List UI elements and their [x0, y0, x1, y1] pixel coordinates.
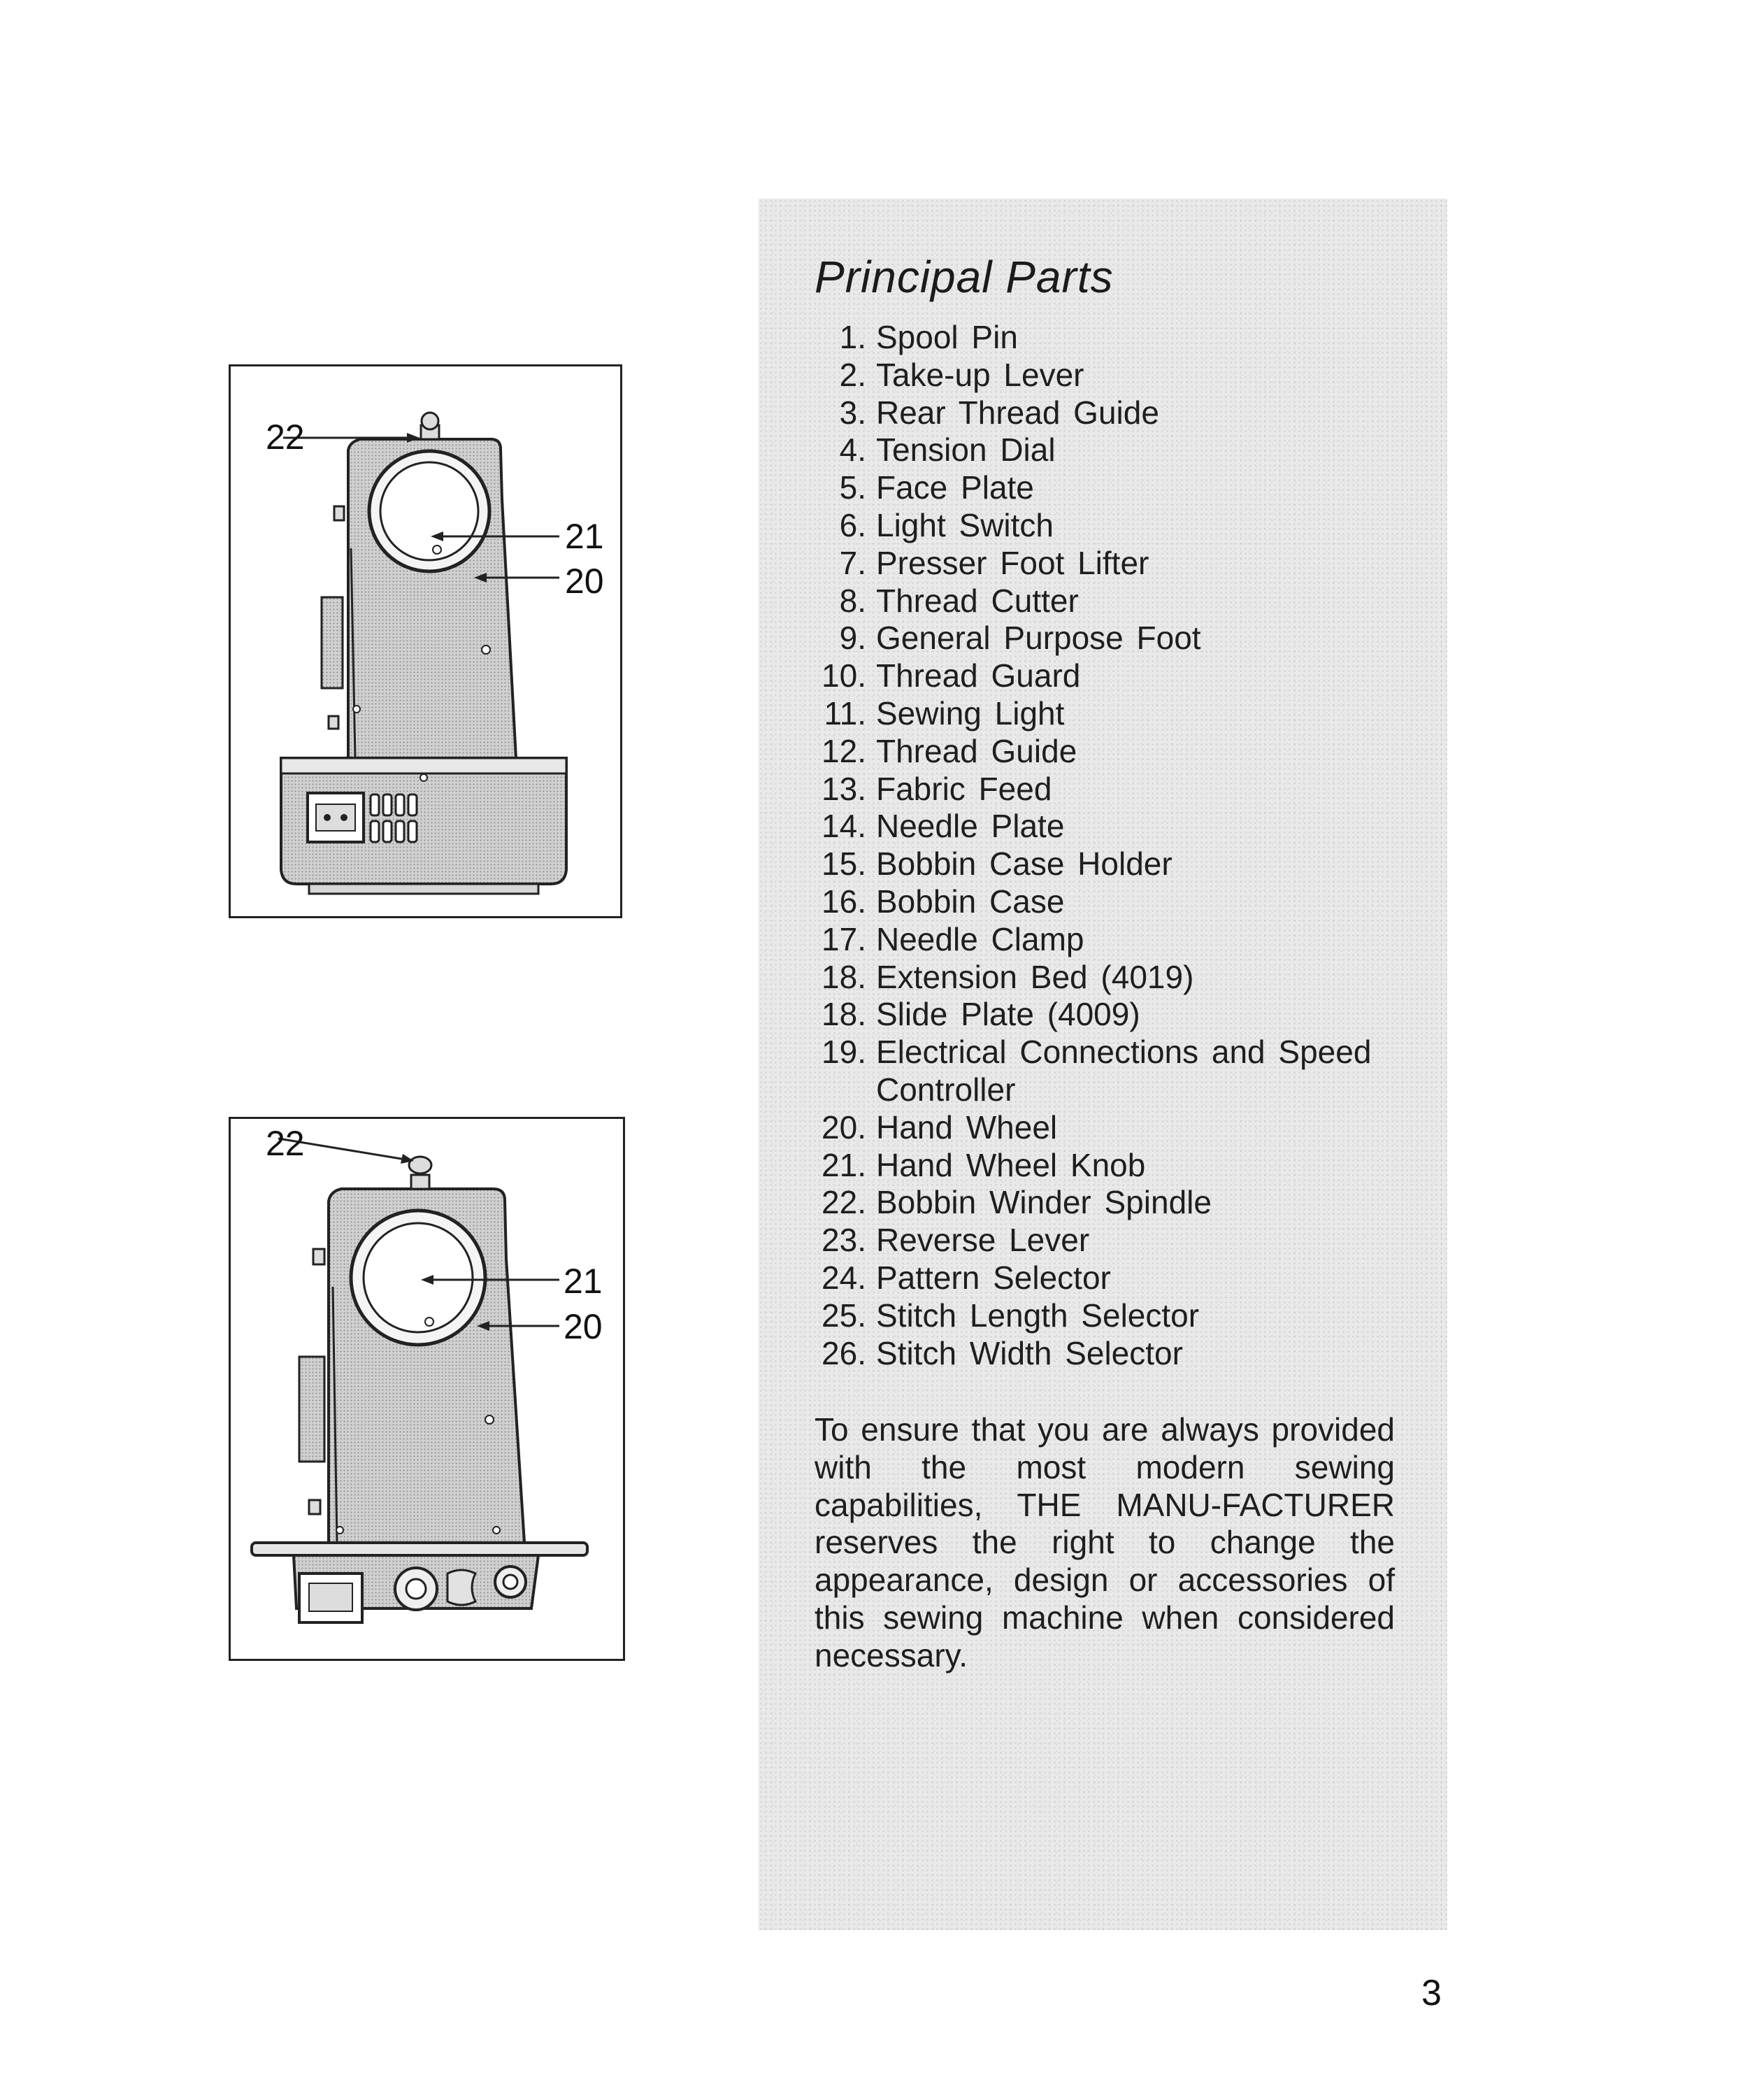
part-label: Stitch Length Selector — [876, 1297, 1200, 1334]
part-label: Thread Guard — [876, 657, 1081, 694]
part-label: Bobbin Winder Spindle — [876, 1184, 1212, 1221]
part-item — [815, 808, 1379, 845]
part-number: 24. — [822, 1259, 866, 1296]
part-label: Bobbin Case — [876, 883, 1065, 920]
part-label: Needle Plate — [876, 808, 1065, 845]
part-item — [815, 1184, 1379, 1222]
callout-21: 21 — [564, 1262, 603, 1301]
part-number: 20. — [822, 1108, 866, 1146]
part-item — [815, 657, 1379, 695]
part-number: 12. — [822, 732, 866, 769]
part-number: 25. — [822, 1297, 866, 1334]
part-label: Fabric Feed — [876, 770, 1052, 807]
parts-list — [815, 319, 1379, 1372]
part-item — [815, 1335, 1379, 1373]
callout-21: 21 — [565, 517, 604, 556]
part-label: Reverse Lever — [876, 1222, 1090, 1259]
callout-22: 22 — [266, 418, 305, 457]
part-item — [815, 996, 1379, 1034]
part-item — [815, 1109, 1379, 1147]
part-number: 22. — [822, 1184, 866, 1221]
part-label: Take-up Lever — [876, 356, 1084, 393]
part-item — [815, 469, 1379, 507]
part-label: Pattern Selector — [876, 1259, 1111, 1296]
part-label: Face Plate — [876, 469, 1034, 506]
figure-machine-side-view-1 — [229, 364, 622, 918]
part-label: Needle Clamp — [876, 920, 1084, 957]
part-item — [815, 959, 1379, 997]
part-number: 23. — [822, 1222, 866, 1259]
part-item — [815, 431, 1379, 469]
part-item — [815, 319, 1379, 357]
machine-drawing — [231, 1119, 623, 1659]
part-label: Thread Guide — [876, 732, 1077, 769]
part-number: 18. — [822, 996, 866, 1033]
part-item — [815, 1259, 1379, 1297]
part-label: Thread Cutter — [876, 582, 1079, 619]
part-number: 13. — [822, 770, 866, 807]
part-item — [815, 883, 1379, 921]
part-number: 11. — [824, 694, 866, 732]
part-item — [815, 357, 1379, 394]
part-label: Rear Thread Guide — [876, 394, 1159, 431]
part-label: Hand Wheel — [876, 1108, 1058, 1146]
part-item — [815, 771, 1379, 808]
callout-20: 20 — [565, 562, 604, 601]
part-label: Spool Pin — [876, 319, 1018, 355]
part-number: 18. — [822, 958, 866, 995]
part-label: Presser Foot Lifter — [876, 544, 1149, 581]
part-item — [815, 620, 1379, 657]
part-number: 17. — [822, 920, 866, 957]
part-item — [815, 695, 1379, 733]
part-item — [815, 394, 1379, 432]
part-label: Extension Bed (4019) — [876, 958, 1194, 995]
principal-parts-panel — [759, 199, 1447, 1930]
manufacturer-note: To ensure that you are always provided with the most modern sewing capabilities, THE MANU-FACTURER reserves the right to change the appearance, design or accessories of this sewing machine when considered necessary. — [815, 1411, 1395, 1674]
page-number: 3 — [1421, 1973, 1442, 2013]
part-number: 26. — [822, 1334, 866, 1371]
part-label: Hand Wheel Knob — [876, 1146, 1146, 1183]
part-item — [815, 845, 1379, 883]
part-label: Sewing Light — [876, 694, 1065, 732]
part-label: Electrical Connections and Speed Controller — [876, 1034, 1372, 1108]
part-label: Tension Dial — [876, 431, 1056, 469]
part-number: 5. — [839, 469, 866, 506]
part-label: Stitch Width Selector — [876, 1334, 1183, 1371]
part-item — [815, 1147, 1379, 1185]
part-item — [815, 921, 1379, 959]
part-number: 14. — [822, 808, 866, 845]
part-number: 6. — [839, 506, 866, 543]
part-number: 3. — [839, 394, 866, 431]
part-number: 10. — [822, 657, 866, 694]
part-number: 16. — [822, 883, 866, 920]
part-label: Slide Plate (4009) — [876, 996, 1140, 1033]
callout-22: 22 — [266, 1124, 305, 1163]
part-item — [815, 1222, 1379, 1259]
panel-title: Principal Parts — [815, 252, 1114, 302]
part-number: 8. — [839, 582, 866, 619]
part-item — [815, 583, 1379, 620]
part-number: 21. — [822, 1146, 866, 1183]
part-label: Bobbin Case Holder — [876, 845, 1173, 883]
part-item — [815, 507, 1379, 545]
part-number: 19. — [822, 1034, 866, 1071]
part-item — [815, 733, 1379, 771]
part-number: 2. — [839, 356, 866, 393]
part-number: 4. — [839, 431, 866, 469]
callout-20: 20 — [564, 1307, 603, 1346]
part-item — [815, 545, 1379, 583]
part-number: 1. — [839, 319, 866, 355]
part-number: 9. — [839, 620, 866, 657]
figure-machine-side-view-2 — [229, 1117, 625, 1661]
part-item — [815, 1297, 1379, 1335]
part-item — [815, 1034, 1379, 1109]
part-label: Light Switch — [876, 506, 1054, 543]
part-number: 7. — [839, 544, 866, 581]
part-number: 15. — [822, 845, 866, 883]
part-label: General Purpose Foot — [876, 620, 1201, 657]
